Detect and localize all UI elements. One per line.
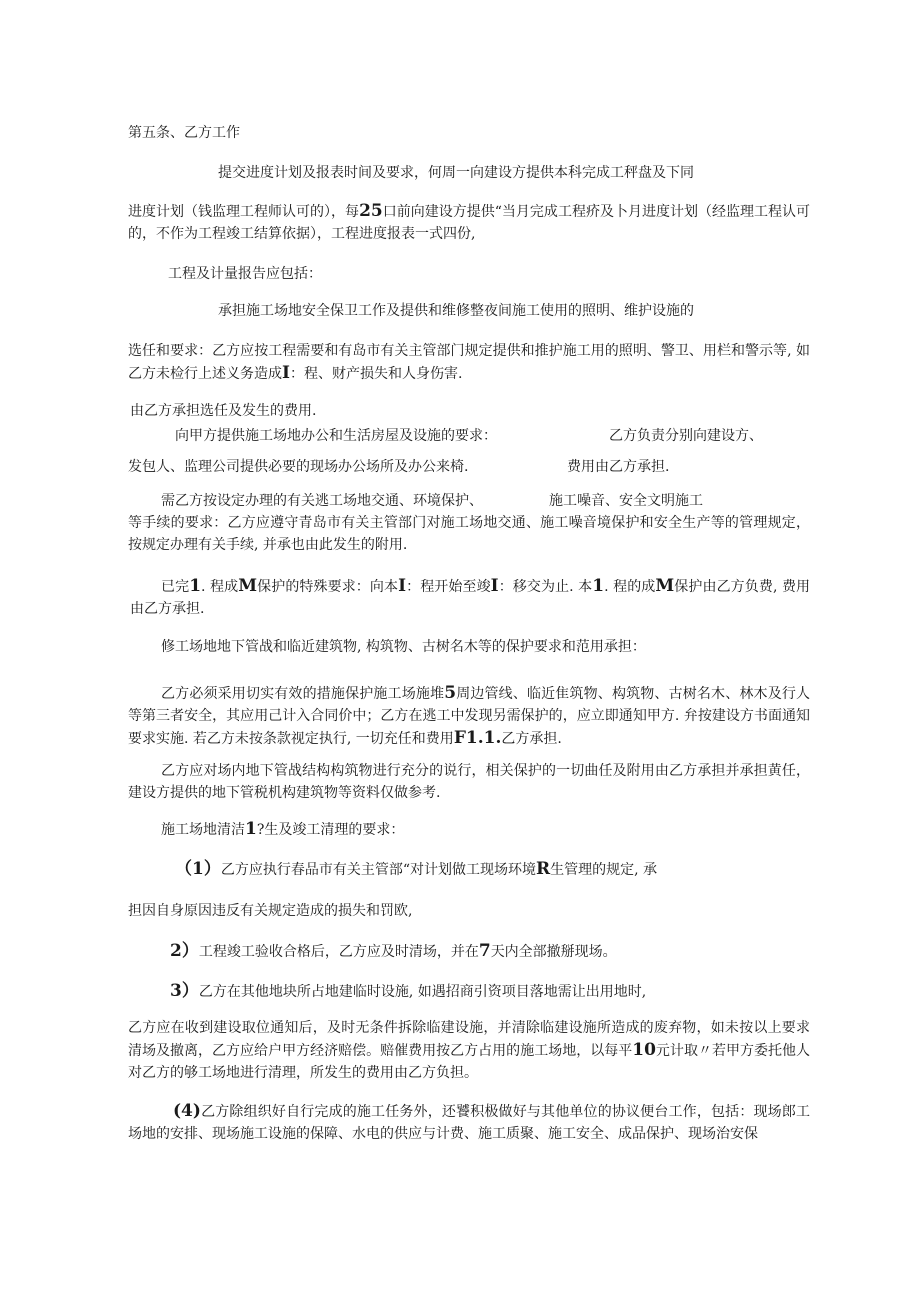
text-run: 生管理的规定, 承: [550, 862, 658, 878]
text-run: R: [536, 859, 551, 879]
paragraph-traffic-env-right: 施工噪音、安全文明施工: [549, 493, 703, 509]
text-run: 乙方在其他地块所占地建临时设施, 如遇招商引资项目落地需让出用地时,: [198, 984, 647, 1000]
text-run: 天内全部撤掰现场。: [490, 944, 617, 960]
text-run: F1.1.: [453, 728, 502, 748]
text-run: 周边管线、临近隹筑物、构筑物、古树名木、林木及行人等第三者安全，其应用己计入合同价中；乙方在逃工中发现另需保护的，应立即通知甲方. 弁按建设方书面通知要求实施. 若乙方未按条款视定执行, 一切充任和费用: [128, 686, 811, 747]
text-run: M: [238, 576, 258, 596]
text-run: ?生及竣工清理的要求：: [256, 822, 405, 838]
text-run: 施工场地清洁: [161, 822, 245, 838]
paragraph-procedures: 等手续的要求：乙方应遵守青岛市有关主管部门对施工场地交通、施工噪音境保护和安全生产等的管理规定，按规定办理有关手续, 并承也由此发生的附用.: [128, 515, 810, 553]
paragraph-office-housing: 向甲方提供施工场地办公和生活房屋及设施的要求：: [175, 428, 497, 444]
text-run: 乙方必须采用切实有效的措施保护施工场施堆: [161, 686, 445, 702]
text-run: 5: [444, 683, 457, 703]
text-run: 7: [478, 941, 491, 961]
text-run: 乙方应执行春品市有关主管部“对计划做工现场环境: [220, 862, 536, 878]
text-run: 保护的特殊要求：向本: [257, 579, 399, 595]
list-item-2: [170, 942, 617, 961]
text-run: . 程的成: [604, 579, 656, 595]
paragraph-office-provision: 发包人、监理公司提供必要的现场办公场所及办公来椅.: [128, 459, 469, 475]
text-run: 乙方除组织好自行完成的施工任务外，还饕积极做好与其他单位的协议便台工作，包括：现场郎工场地的安排、现场施工设施的保障、水电的供应与计费、施工质聚、施工安全、成品保护、现场治安保: [128, 1104, 810, 1142]
paragraph-office-housing-right: 乙方负责分别向建设方、: [609, 428, 763, 444]
text-run: ：程开始至竣: [406, 579, 491, 595]
paragraph-traffic-env: 需乙方按设定办理的有关逃工场地交通、环境保护、: [161, 493, 483, 509]
paragraph-progress-plan: 提交进度计划及报表时间及要求，何周一向建设方提供本科完成工秤盘及下同: [218, 165, 694, 181]
text-run: ：移交为止. 本: [498, 579, 593, 595]
list-number: 3）: [170, 981, 199, 1001]
text-run: 进度计划（钱监理工程师认可的），每: [128, 204, 360, 220]
text-run: 乙方应在收到建设取位通知后，及时无条件拆除临建设施，并清除临建设施所造成的废弃物，如未按以上要求清场及撤离，乙方应给户甲方经济赔偿。赔催费用按乙方占用的施工场地，以每平: [128, 1020, 810, 1059]
list-number: （1）: [175, 859, 221, 879]
text-run: M: [655, 576, 675, 596]
text-run: 保护由乙方负费, 费用由乙方承担.: [130, 579, 811, 617]
list-item-1-continued: 担因自身原因违反有关规定造成的损失和罚欧,: [128, 903, 413, 919]
text-run: 选任和要求：乙方应按工程需要和有岛市有关主管部门规定提供和推护施工用的照明、警卫、用栏和警示等, 如乙方未检行上述义务造成: [128, 343, 810, 382]
paragraph-security-duty: [128, 340, 810, 385]
text-run: 1: [245, 819, 257, 839]
paragraph-measurement-report: 工程及计量报告应包括：: [168, 266, 322, 282]
paragraph-underground-pipes: 修工场地地下管战和临近建筑物, 构筑物、古树名木等的保护要求和范用承担：: [161, 639, 646, 655]
text-run: 1: [189, 576, 202, 596]
list-number: 2）: [170, 941, 199, 961]
paragraph-underground-investigation: 乙方应对场内地下管战结构构筑物进行充分的说行，相关保护的一切曲任及附用由乙方承担并承担黄任，建设方提供的地下管税机构建筑物等资料仅做参考.: [128, 763, 810, 801]
text-run: 工程竣工验收合格后，乙方应及时清场，并在: [198, 944, 479, 960]
text-run: 乙方承担.: [501, 731, 562, 747]
text-run: I: [398, 576, 407, 596]
list-item-4: [128, 1100, 810, 1145]
list-number: (4): [173, 1101, 201, 1121]
day-number: 25: [359, 201, 383, 221]
paragraph-progress-report: [128, 200, 810, 245]
paragraph-site-clearance: [128, 1017, 810, 1084]
text-run: . 程成: [201, 579, 239, 595]
text-run: ：程、财产损失和人身伤害.: [289, 366, 463, 382]
list-item-1: [175, 860, 657, 879]
text-run: 已完: [161, 579, 190, 595]
paragraph-security-lighting: 承担施工场地安全保卫工作及提供和维修整夜间施工使用的照明、维护设施的: [218, 303, 694, 319]
text-run: 元计取〃若甲方委托他人对乙方的够工场地进行清理，所发生的费用由乙方负担。: [128, 1043, 810, 1081]
text-run: 口前向建设方提供“当月完成工程疥及卜月进度计划（经监理工程认可的，不作为工程竣工结算依据），工程进度报表一式四份,: [128, 204, 811, 242]
text-run: I: [282, 363, 290, 383]
list-item-3: [170, 982, 646, 1001]
paragraph-completed-protection: [130, 575, 810, 620]
text-run: I: [490, 576, 499, 596]
paragraph-cleaning: [161, 820, 404, 839]
text-run: 10: [632, 1040, 656, 1060]
text-run: 1: [592, 576, 605, 596]
paragraph-protection-measures: [128, 682, 810, 750]
paragraph-office-cost: 费用由乙方承担.: [567, 459, 670, 475]
paragraph-cost-bearing: 由乙方承担选任及发生的费用.: [130, 403, 317, 419]
section-heading: 第五条、乙方工作: [128, 125, 240, 141]
